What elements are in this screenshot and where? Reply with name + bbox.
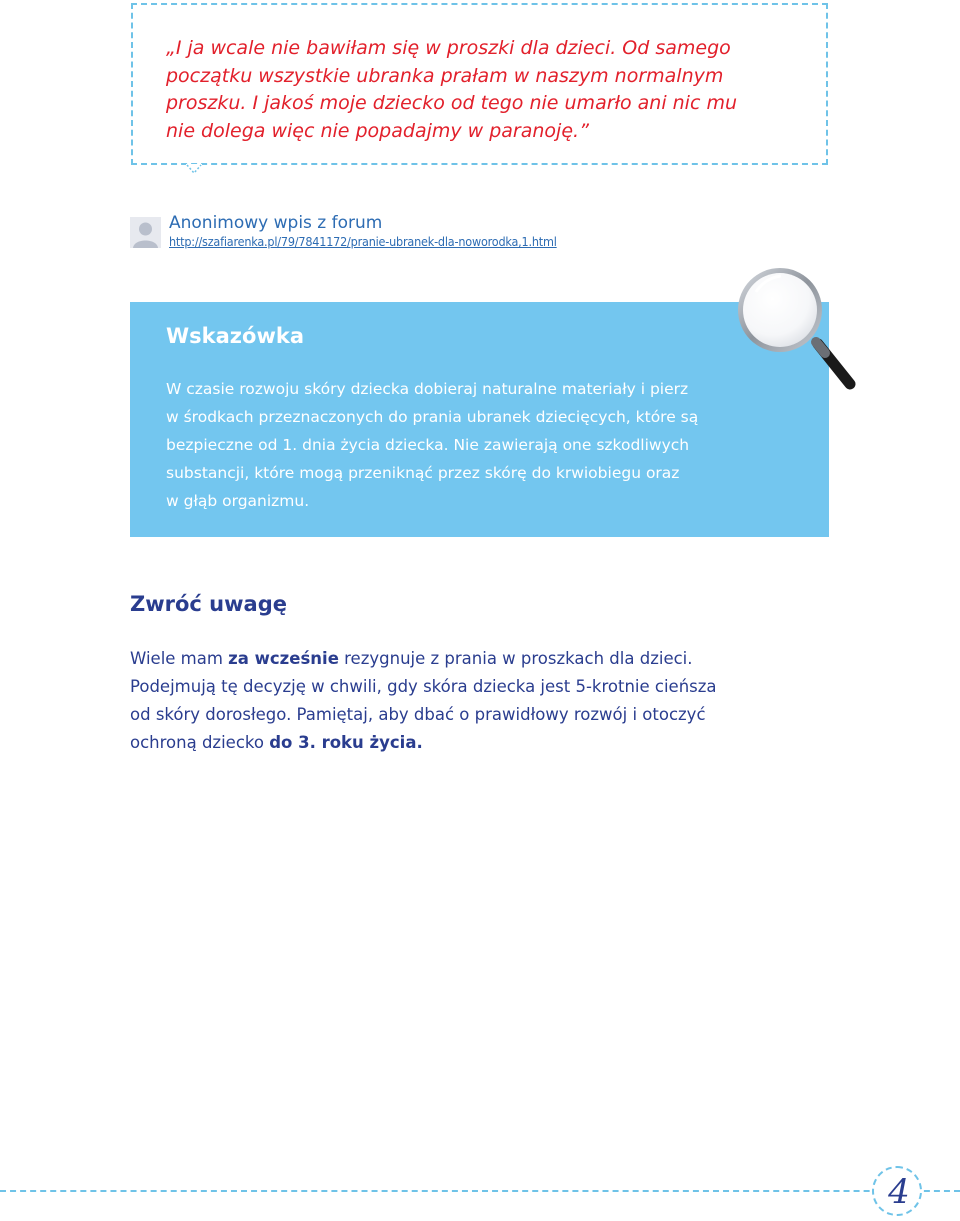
quote-line: nie dolega więc nie popadajmy w paranoję.” xyxy=(166,119,589,142)
forum-source-link[interactable]: http://szafiarenka.pl/79/7841172/pranie-ubranek-dla-noworodka,1.html xyxy=(169,234,557,249)
tip-box xyxy=(130,302,829,537)
attention-text xyxy=(130,645,770,757)
attention-line xyxy=(130,729,770,757)
attention-text-part: rezygnuje z prania w proszkach dla dzieci. xyxy=(338,649,693,668)
attention-line: od skóry dorosłego. Pamiętaj, aby dbać o prawidłowy rozwój i otoczyć xyxy=(130,705,706,724)
quote-line: „I ja wcale nie bawiłam się w proszki dla dzieci. Od samego xyxy=(166,37,731,59)
forum-author xyxy=(130,214,650,250)
quote-line: początku wszystkie ubranka prałam w naszym normalnym xyxy=(166,64,724,87)
tip-line: substancji, które mogą przeniknąć przez skórę do krwiobiegu oraz xyxy=(166,464,680,482)
attention-title: Zwróć uwagę xyxy=(130,592,287,616)
attention-line xyxy=(130,645,770,673)
attention-highlight: za wcześnie xyxy=(228,649,339,668)
quote-text xyxy=(166,35,806,145)
tip-line: w środkach przeznaczonych do prania ubranek dziecięcych, które są xyxy=(166,408,699,426)
page-number: 4 xyxy=(888,1172,910,1212)
tip-line: W czasie rozwoju skóry dziecka dobieraj naturalne materiały i pierz xyxy=(166,380,689,398)
tip-line: w głąb organizmu. xyxy=(166,492,310,510)
tip-title: Wskazówka xyxy=(166,324,304,348)
attention-line: Podejmują tę decyzję w chwili, gdy skóra dziecka jest 5-krotnie cieńsza xyxy=(130,677,717,696)
quote-box xyxy=(131,3,828,165)
magnifier-icon xyxy=(735,262,885,432)
forum-author-name: Anonimowy wpis z forum xyxy=(169,213,383,233)
attention-text-part: Wiele mam xyxy=(130,649,229,668)
tip-text xyxy=(166,375,776,515)
user-avatar-icon xyxy=(130,217,161,248)
page-number-badge xyxy=(872,1166,922,1216)
tip-line: bezpieczne od 1. dnia życia dziecka. Nie zawierają one szkodliwych xyxy=(166,436,690,454)
footer-divider xyxy=(0,1190,960,1192)
attention-highlight: do 3. roku życia. xyxy=(269,733,423,752)
speech-bubble-tail-icon xyxy=(186,164,202,178)
quote-line: proszku. I jakoś moje dziecko od tego nie umarło ani nic mu xyxy=(166,92,738,114)
attention-text-part: ochroną dziecko xyxy=(130,733,270,752)
